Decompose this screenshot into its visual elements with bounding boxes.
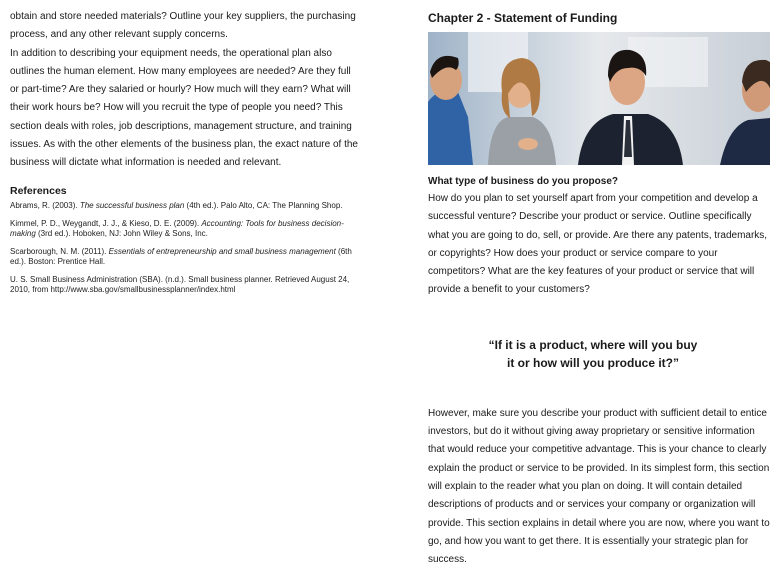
reference-title: Essentials of entrepreneurship and small business management (108, 246, 336, 256)
reference-text: (3rd ed.). Hoboken, NJ: John Wiley & Sons, Inc. (35, 228, 208, 238)
body-paragraph: obtain and store needed materials? Outline your key suppliers, the purchasing process, and any other relevant supply concerns. (10, 11, 356, 41)
left-column (10, 0, 360, 303)
reference-entry (10, 219, 360, 239)
pull-quote (428, 336, 758, 372)
reference-entry (10, 275, 360, 295)
references-heading: References (10, 184, 67, 197)
reference-text: (4th ed.). Palo Alto, CA: The Planning Shop. (184, 200, 343, 210)
business-meeting-photo (428, 32, 770, 165)
chapter-title: Chapter 2 - Statement of Funding (428, 11, 618, 25)
reference-title: The successful business plan (79, 200, 185, 210)
body-paragraph: In addition to describing your equipment needs, the operational plan also outlines the human element. How many employees are needed? Are they full or part-time? Are they salaried or hourly? How much will they earn? What will their work hours be? How will you recruit the type of people you need? This section deals with roles, job descriptions, management structure, and training issues. As with the other elements of the business plan, the exact nature of the business will dictate what information is needed and relevant. (10, 47, 358, 169)
reference-entry (10, 247, 360, 267)
reference-text: Kimmel, P. D., Weygandt, J. J., & Kieso, D. E. (2009). (10, 218, 202, 228)
reference-text: Scarborough, N. M. (2011). (10, 246, 109, 256)
reference-text: Abrams, R. (2003). (10, 200, 80, 210)
reference-title: Accounting: Tools for business decision-making (10, 218, 344, 238)
pull-quote-line: “If it is a product, where will you buy (488, 337, 698, 352)
body-paragraph: However, make sure you describe your product with sufficient detail to entice investors, but do it without giving away proprietary or sensitive information that would reduce your competitive advantage. This is your chance to clearly explain the product or service to be provided. In its simplest form, this section will explain to the reader what you plan on doing. It will contain detailed descriptions of products and or services your company or organization will provide. This section explains in detail where you are now, where you want to go, and how you want to get there. It is essentially your strategic plan for success. (428, 407, 770, 566)
body-paragraph: How do you plan to set yourself apart from your competition and develop a successful venture? Describe your product or service. Outline specifically what you are going to do, sell, or provide. Are there any patents, trademarks, or copyrights? How does your product or service compare to your competitors? What are the key features of your product or service that will provide a benefit to your customers? (428, 193, 768, 296)
reference-text: U. S. Small Business Administration (SBA). (n.d.). Small business planner. Retrieved August 24, 2010, from http://www.sba.gov/smallbusinessplanner/index.html (10, 274, 350, 294)
right-column (428, 0, 773, 569)
reference-text: (6th ed.). Boston: Prentice Hall. (10, 246, 352, 266)
section-question-heading: What type of business do you propose? (428, 176, 619, 187)
pull-quote-line: it or how will you produce it?” (507, 355, 679, 370)
business-meeting-illustration (428, 32, 770, 165)
reference-entry (10, 201, 360, 211)
references-list (10, 201, 360, 295)
